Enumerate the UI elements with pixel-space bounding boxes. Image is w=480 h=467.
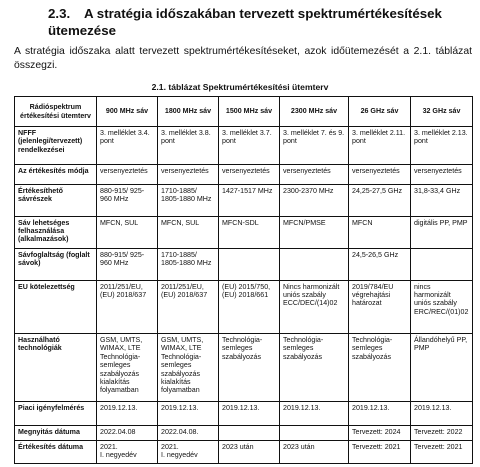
table-cell: 2021. I. negyedév <box>158 440 219 464</box>
table-cell: 3. melléklet 3.4. pont <box>97 127 158 165</box>
table-cell: versenyeztetés <box>219 165 280 184</box>
table-cell <box>280 248 349 280</box>
table-cell: 880-915/ 925-960 MHz <box>97 248 158 280</box>
table-row <box>15 280 473 333</box>
table-cell: 2011/251/EU, (EU) 2018/637 <box>158 280 219 333</box>
table-cell: MFCN <box>349 216 411 248</box>
header-cell: 32 GHz sáv <box>411 97 473 127</box>
table-cell: MFCN-SDL <box>219 216 280 248</box>
table-row <box>15 184 473 216</box>
table-cell: 24,25-27,5 GHz <box>349 184 411 216</box>
intro-paragraph: A stratégia időszaka alatt tervezett spektrumértékesítéseket, azok időütemezését a 2.1. táblázat összegzi. <box>14 46 472 71</box>
table-cell: 2023 után <box>280 440 349 464</box>
table-cell: Tervezett: 2021 <box>349 440 411 464</box>
table-cell <box>219 425 280 440</box>
header-cell: Rádióspektrum értékesítési ütemterv <box>15 97 97 127</box>
table-cell: versenyeztetés <box>411 165 473 184</box>
table-cell: 24,5-26,5 GHz <box>349 248 411 280</box>
table-row <box>15 216 473 248</box>
table-cell: 1710-1885/ 1805-1880 MHz <box>158 248 219 280</box>
row-header-cell: Értékesíthető sávrészek <box>15 184 97 216</box>
table-cell: Technológia-semleges szabályozás <box>280 333 349 401</box>
table-cell <box>411 248 473 280</box>
table-cell: 2022.04.08 <box>97 425 158 440</box>
section-title-line1: A stratégia időszakában tervezett spektrumértékesítések <box>84 6 442 21</box>
table-cell: versenyeztetés <box>97 165 158 184</box>
table-cell: versenyeztetés <box>349 165 411 184</box>
table-cell: GSM, UMTS, WIMAX, LTE Technológia-semleges szabályozás kialakítás folyamatban <box>158 333 219 401</box>
table-cell: Nincs harmonizált uniós szabály ECC/DEC/(14)02 <box>280 280 349 333</box>
table-cell: 3. melléklet 3.7. pont <box>219 127 280 165</box>
table-cell: MFCN, SUL <box>158 216 219 248</box>
row-header-cell: Megnyitás dátuma <box>15 425 97 440</box>
table-row <box>15 402 473 425</box>
row-header-cell: Értékesítés dátuma <box>15 440 97 464</box>
table-cell: versenyeztetés <box>280 165 349 184</box>
row-header-cell: Sáv lehetséges felhasználása (alkalmazások) <box>15 216 97 248</box>
spectrum-schedule-table <box>14 96 473 464</box>
table-cell: 2019.12.13. <box>219 402 280 425</box>
header-cell: 1500 MHz sáv <box>219 97 280 127</box>
table-cell: 3. melléklet 2.13. pont <box>411 127 473 165</box>
table-cell: 2022.04.08. <box>158 425 219 440</box>
table-cell: versenyeztetés <box>158 165 219 184</box>
table-cell: 2019.12.13. <box>411 402 473 425</box>
table-cell: Technológia-semleges szabályozás <box>219 333 280 401</box>
table-cell: 2019/784/EU végrehajtási határozat <box>349 280 411 333</box>
table-cell: 3. melléklet 3.8. pont <box>158 127 219 165</box>
section-title-line2: ütemezése <box>48 23 116 38</box>
table-cell: 2019.12.13. <box>280 402 349 425</box>
table-cell: Állandóhelyű PP, PMP <box>411 333 473 401</box>
header-cell: 26 GHz sáv <box>349 97 411 127</box>
table-cell: 2019.12.13. <box>97 402 158 425</box>
table-row <box>15 425 473 440</box>
table-row <box>15 165 473 184</box>
table-cell: 2019.12.13. <box>158 402 219 425</box>
table-cell: Technológia-semleges szabályozás <box>349 333 411 401</box>
table-cell: MFCN, SUL <box>97 216 158 248</box>
table-cell: 3. melléklet 7. és 9. pont <box>280 127 349 165</box>
table-cell <box>219 248 280 280</box>
section-number: 2.3. <box>48 6 71 21</box>
row-header-cell: Piaci igényfelmérés <box>15 402 97 425</box>
table-cell: 880-915/ 925-960 MHz <box>97 184 158 216</box>
row-header-cell: EU kötelezettség <box>15 280 97 333</box>
table-cell: Tervezett: 2021 <box>411 440 473 464</box>
table-cell: 1427-1517 MHz <box>219 184 280 216</box>
table-cell <box>280 425 349 440</box>
row-header-cell: Használható technológiák <box>15 333 97 401</box>
row-header-cell: Az értékesítés módja <box>15 165 97 184</box>
table-caption: 2.1. táblázat Spektrumértékesítési ütemterv <box>151 82 329 92</box>
table-row <box>15 248 473 280</box>
table-cell: Tervezett: 2022 <box>411 425 473 440</box>
table-cell: digitális PP, PMP <box>411 216 473 248</box>
header-cell: 900 MHz sáv <box>97 97 158 127</box>
row-header-cell: Sávfoglaltság (foglalt sávok) <box>15 248 97 280</box>
row-header-cell: NFFF (jelenlegi/tervezett) rendelkezései <box>15 127 97 165</box>
table-cell: MFCN/PMSE <box>280 216 349 248</box>
table-cell: 2021. I. negyedév <box>97 440 158 464</box>
header-cell: 2300 MHz sáv <box>280 97 349 127</box>
table-row <box>15 440 473 464</box>
table-cell: Tervezett: 2024 <box>349 425 411 440</box>
table-cell: 1710-1885/ 1805-1880 MHz <box>158 184 219 216</box>
table-cell: 2300-2370 MHz <box>280 184 349 216</box>
table-cell: 31,8-33,4 GHz <box>411 184 473 216</box>
table-cell: 3. melléklet 2.11. pont <box>349 127 411 165</box>
table-row <box>15 333 473 401</box>
table-cell: 2023 után <box>219 440 280 464</box>
header-cell: 1800 MHz sáv <box>158 97 219 127</box>
table-cell: (EU) 2015/750, (EU) 2018/661 <box>219 280 280 333</box>
table-row <box>15 127 473 165</box>
table-header-row <box>15 97 473 127</box>
table-cell: 2011/251/EU, (EU) 2018/637 <box>97 280 158 333</box>
table-cell: nincs harmonizált uniós szabály ERC/REC/(01)02 <box>411 280 473 333</box>
table-cell: 2019.12.13. <box>349 402 411 425</box>
table-cell: GSM, UMTS, WIMAX, LTE Technológia-semleges szabályozás kialakítás folyamatban <box>97 333 158 401</box>
